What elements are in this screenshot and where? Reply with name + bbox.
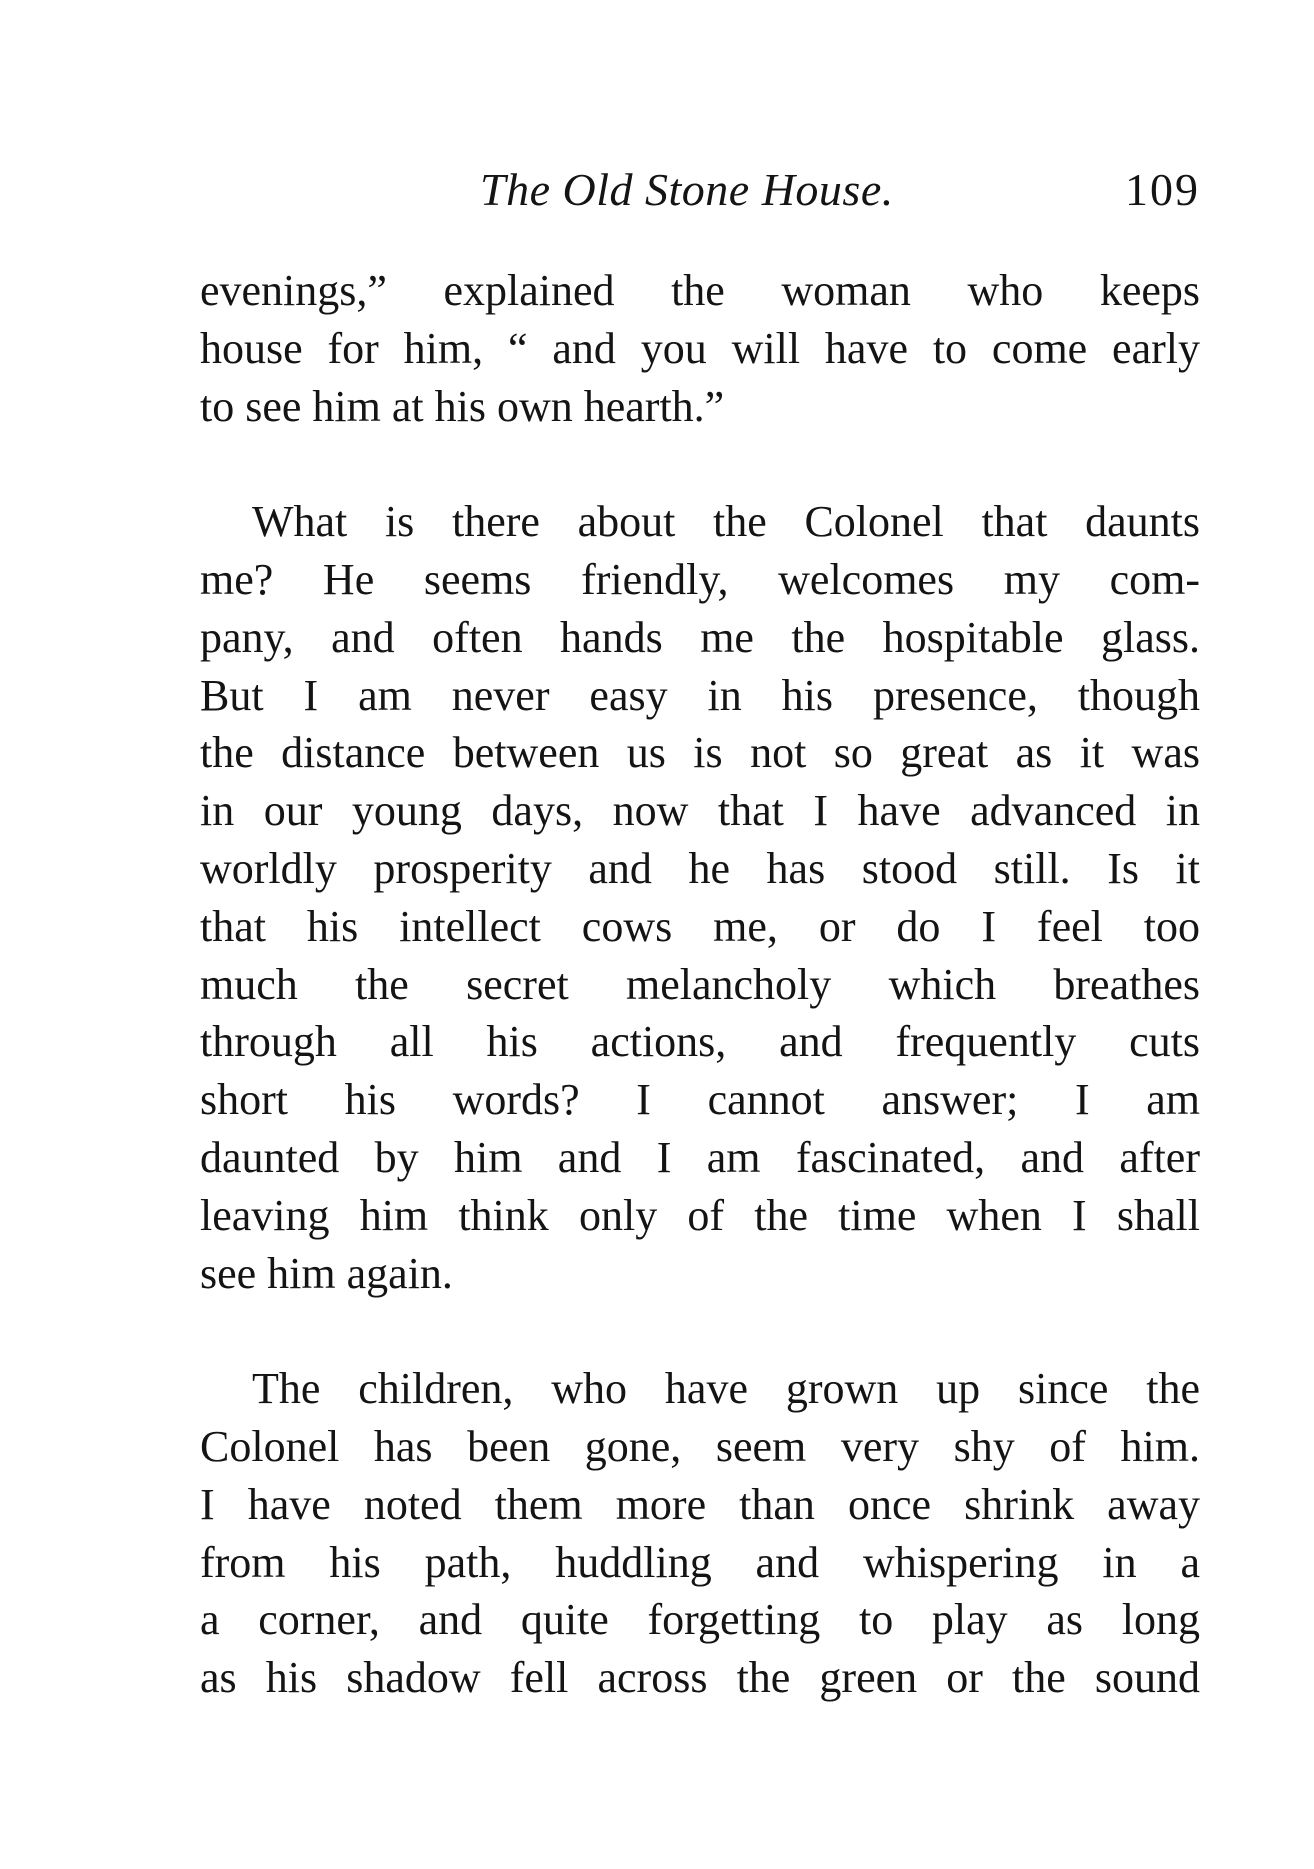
- text-line: worldly prosperity and he has stood still. Is it: [200, 843, 1200, 893]
- text-line: to see him at his own hearth.”: [200, 381, 725, 431]
- running-title: The Old Stone House.: [480, 164, 894, 215]
- text-line: as his shadow fell across the green or the sound: [200, 1653, 1200, 1703]
- text-line: in our young days, now that I have advanced in: [200, 786, 1200, 836]
- text-line: house for him, “ and you will have to come early: [200, 323, 1200, 373]
- text-line: through all his actions, and frequently cuts: [200, 1017, 1200, 1067]
- text-line: leaving him think only of the time when I shall: [200, 1190, 1200, 1240]
- paragraph-2: [200, 493, 1200, 1302]
- body-text: [200, 262, 1200, 1802]
- text-line: that his intellect cows me, or do I feel too: [200, 901, 1200, 951]
- text-line: short his words? I cannot answer; I am: [200, 1075, 1200, 1125]
- text-line: me? He seems friendly, welcomes my com-: [200, 554, 1200, 604]
- text-line: see him again.: [200, 1248, 453, 1298]
- text-line: daunted by him and I am fascinated, and after: [200, 1132, 1200, 1182]
- text-line: pany, and often hands me the hospitable glass.: [200, 612, 1200, 662]
- text-line: I have noted them more than once shrink away: [200, 1479, 1200, 1529]
- text-line: a corner, and quite forgetting to play as long: [200, 1595, 1200, 1645]
- paragraph-1: [200, 262, 1200, 435]
- running-head: [200, 160, 1200, 220]
- text-line: Colonel has been gone, seem very shy of him.: [200, 1421, 1200, 1471]
- text-line: from his path, huddling and whispering in a: [200, 1537, 1200, 1587]
- paragraph-3: [200, 1360, 1200, 1707]
- text-line: The children, who have grown up since the: [252, 1364, 1200, 1414]
- text-line: What is there about the Colonel that daunts: [252, 497, 1200, 547]
- text-line: But I am never easy in his presence, though: [200, 670, 1200, 720]
- text-line: evenings,” explained the woman who keeps: [200, 266, 1200, 315]
- text-line: the distance between us is not so great as it was: [200, 728, 1200, 778]
- text-line: much the secret melancholy which breathes: [200, 959, 1200, 1009]
- page-number: 109: [1125, 164, 1200, 215]
